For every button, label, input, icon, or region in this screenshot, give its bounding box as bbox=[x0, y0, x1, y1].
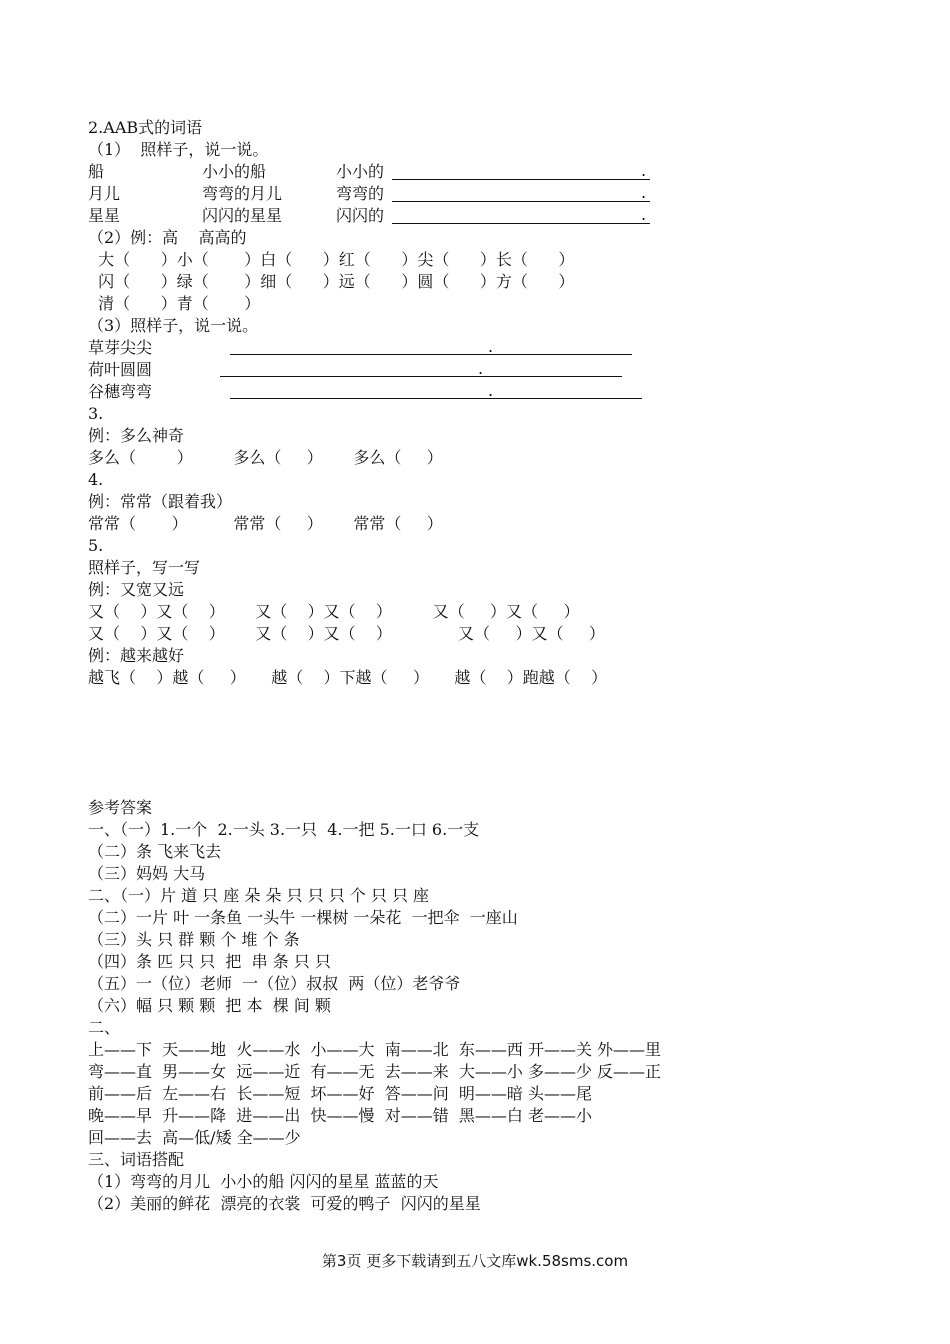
row1-prefix: 小小的 bbox=[336, 162, 385, 181]
part3-blank-2[interactable] bbox=[220, 376, 622, 377]
answer-line: （三）头 只 群 颗 个 堆 个 条 bbox=[88, 930, 300, 949]
part3-word-1: 草芽尖尖 bbox=[88, 338, 153, 357]
answer-line: 晚——早 升——降 进——出 快——慢 对——错 黑——白 老——小 bbox=[88, 1106, 592, 1125]
section4-example: 例：常常（跟着我） bbox=[88, 492, 233, 511]
row2-noun: 月儿 bbox=[88, 184, 121, 203]
section5-num: 5. bbox=[88, 536, 104, 555]
part2-line-2: 闪（ ）绿（ ）细（ ）远（ ）圆（ ）方（ ） bbox=[88, 272, 575, 291]
section5-example-1: 例：又宽又远 bbox=[88, 580, 185, 599]
part3-end-3: . bbox=[488, 381, 494, 400]
part2-line-3: 清（ ）青（ ） bbox=[88, 294, 261, 313]
part3-blank-1[interactable] bbox=[230, 354, 632, 355]
row1-end: . bbox=[641, 161, 647, 180]
answer-line: 回——去 高—低/矮 全——少 bbox=[88, 1128, 301, 1147]
part1-title: （1） 照样子，说一说。 bbox=[88, 140, 269, 159]
row3-end: . bbox=[641, 205, 647, 224]
row3-example: 闪闪的星星 bbox=[202, 206, 283, 225]
answer-line: 前——后 左——右 长——短 坏——好 答——问 明——暗 头——尾 bbox=[88, 1084, 592, 1103]
answer-line: （二）一片 叶 一条鱼 一头牛 一棵树 一朵花 一把伞 一座山 bbox=[88, 908, 518, 927]
answer-line: （六）幅 只 颗 颗 把 本 棵 间 颗 bbox=[88, 996, 331, 1015]
answer-line: 二、 bbox=[88, 1018, 121, 1037]
section5-example-2: 例：越来越好 bbox=[88, 646, 185, 665]
answer-line: 弯——直 男——女 远——近 有——无 去——来 大——小 多——少 反——正 bbox=[88, 1062, 662, 1081]
section5-line-3: 越飞（ ）越（ ） 越（ ）下越（ ） 越（ ）跑越（ ） bbox=[88, 668, 608, 687]
part3-end-2: . bbox=[478, 359, 484, 378]
answer-line: （1）弯弯的月儿 小小的船 闪闪的星星 蓝蓝的天 bbox=[88, 1172, 439, 1191]
part2-title: （2）例：高 高高的 bbox=[88, 228, 247, 247]
row2-prefix: 弯弯的 bbox=[336, 184, 385, 203]
answer-line: （五）一（位）老师 一（位）叔叔 两（位）老爷爷 bbox=[88, 974, 461, 993]
answers-title: 参考答案 bbox=[88, 798, 153, 817]
section5-line-1: 又（ ）又（ ） 又（ ）又（ ） 又（ ）又（ ） bbox=[88, 602, 580, 621]
answer-line: （二）条 飞来飞去 bbox=[88, 842, 222, 861]
section2-heading: 2.AAB式的词语 bbox=[88, 118, 203, 137]
part3-end-1: . bbox=[488, 337, 494, 356]
part3-title: （3）照样子，说一说。 bbox=[88, 316, 259, 335]
answer-line: （2）美丽的鲜花 漂亮的衣裳 可爱的鸭子 闪闪的星星 bbox=[88, 1194, 481, 1213]
row3-noun: 星星 bbox=[88, 206, 121, 225]
row1-noun: 船 bbox=[88, 162, 105, 181]
answer-line: 二、（一）片 道 只 座 朵 朵 只 只 只 个 只 只 座 bbox=[88, 886, 430, 905]
section3-line: 多么（ ） 多么（ ） 多么（ ） bbox=[88, 448, 443, 467]
answer-line: （四）条 匹 只 只 把 串 条 只 只 bbox=[88, 952, 331, 971]
row1-blank[interactable] bbox=[392, 179, 650, 180]
part3-blank-3[interactable] bbox=[230, 398, 642, 399]
section4-line: 常常（ ） 常常（ ） 常常（ ） bbox=[88, 514, 443, 533]
part3-word-3: 谷穗弯弯 bbox=[88, 382, 153, 401]
page-footer: 第3页 更多下载请到五八文库wk.58sms.com bbox=[321, 1252, 629, 1270]
answer-line: 一、（一）1.一个 2.一头 3.一只 4.一把 5.一口 6.一支 bbox=[88, 820, 480, 839]
section3-num: 3. bbox=[88, 404, 104, 423]
row1-example: 小小的船 bbox=[202, 162, 267, 181]
answer-line: （三）妈妈 大马 bbox=[88, 864, 206, 883]
section3-example: 例：多么神奇 bbox=[88, 426, 185, 445]
section4-num: 4. bbox=[88, 470, 104, 489]
answer-line: 上——下 天——地 火——水 小——大 南——北 东——西 开——关 外——里 bbox=[88, 1040, 662, 1059]
row2-blank[interactable] bbox=[392, 201, 650, 202]
row3-prefix: 闪闪的 bbox=[336, 206, 385, 225]
part3-word-2: 荷叶圆圆 bbox=[88, 360, 153, 379]
row2-example: 弯弯的月儿 bbox=[202, 184, 283, 203]
row2-end: . bbox=[641, 183, 647, 202]
answer-line: 三、词语搭配 bbox=[88, 1150, 185, 1169]
section5-line-2: 又（ ）又（ ） 又（ ）又（ ） 又（ ）又（ ） bbox=[88, 624, 605, 643]
section5-title: 照样子，写一写 bbox=[88, 558, 201, 577]
part2-line-1: 大（ ）小（ ）白（ ）红（ ）尖（ ）长（ ） bbox=[88, 250, 575, 269]
row3-blank[interactable] bbox=[392, 223, 650, 224]
